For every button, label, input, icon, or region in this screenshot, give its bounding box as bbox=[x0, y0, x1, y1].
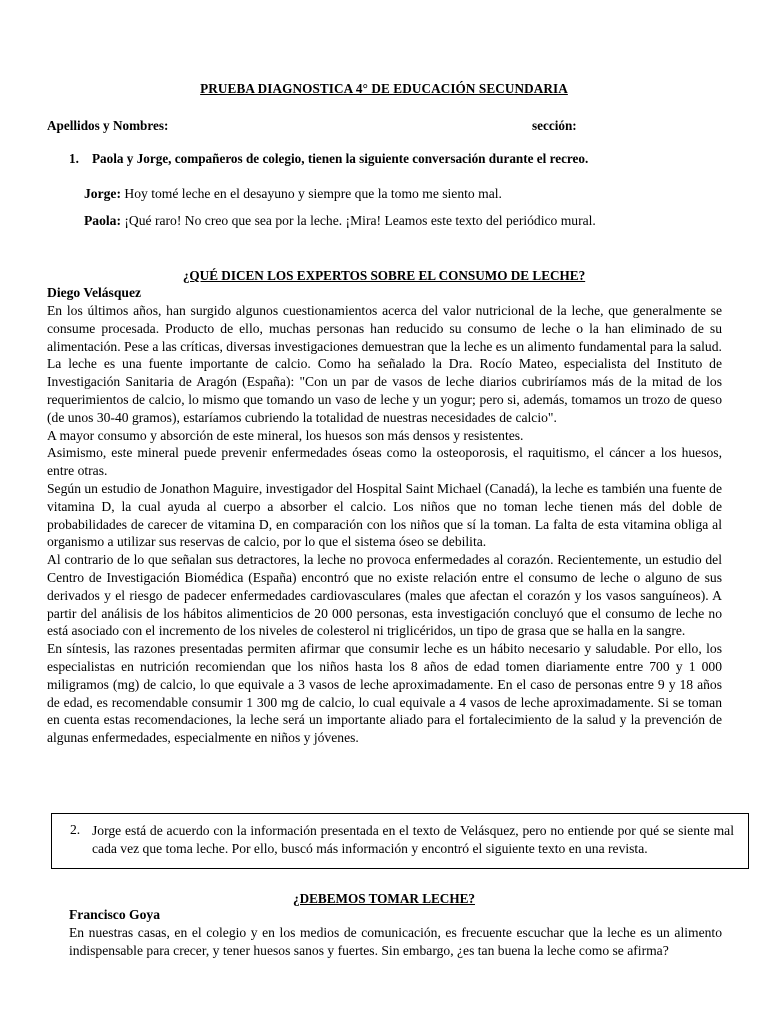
dialogue-line-paola bbox=[84, 213, 596, 229]
question-2-number: 2. bbox=[70, 822, 81, 837]
speaker-jorge: Jorge: bbox=[84, 186, 121, 201]
speaker-paola: Paola: bbox=[84, 213, 121, 228]
article-1-paragraph: En síntesis, las razones presentadas permiten afirmar que consumir leche es un hábito necesario y saludable. Por ello, los especialistas en nutrición recomiendan que los niños hasta los 8 años de edad tomen diariamente entre 700 y 1 000 miligramos (mg) de calcio, lo que equivale a 3 vasos de leche aproximadamente. En el caso de personas entre 9 y 18 años de edad, es recomendable consumir 1 300 mg de calcio, lo cual equivale a 4 vasos de leche aproximadamente. Si se toman en cuenta estas recomendaciones, la leche será un importante aliado para el fortalecimiento de la salud y la prevención de algunas enfermedades, especialmente en niños y jóvenes. bbox=[47, 641, 722, 746]
dialogue-text-paola: ¡Qué raro! No creo que sea por la leche. ¡Mira! Leamos este texto del periódico mural. bbox=[121, 213, 596, 228]
article-2-author: Francisco Goya bbox=[69, 907, 160, 922]
question-2-box bbox=[51, 813, 749, 869]
article-2-title: ¿DEBEMOS TOMAR LECHE? bbox=[293, 891, 475, 906]
article-1-title: ¿QUÉ DICEN LOS EXPERTOS SOBRE EL CONSUMO DE LECHE? bbox=[182, 268, 586, 283]
article-2-paragraph: En nuestras casas, en el colegio y en los medios de comunicación, es frecuente escuchar que la leche es un alimento indispensable para crecer, y tener huesos sanos y fuertes. Sin embargo, ¿es tan buena la leche como se afirma? bbox=[69, 925, 722, 958]
page-title: PRUEBA DIAGNOSTICA 4° DE EDUCACIÓN SECUNDARIA bbox=[200, 81, 568, 96]
dialogue-line-jorge bbox=[84, 186, 502, 202]
article-1-paragraph: La leche es una fuente importante de calcio. Como ha señalado la Dra. Rocío Mateo, especialista del Instituto de Investigación Sanitaria de Aragón (España): "Con un par de vasos de leche diarios cubriríamos más de la mitad de los requerimientos de calcio, lo mismo que tomando un vaso de leche y un yogur; pero si, además, tomamos un trozo de queso (de unos 30-40 gramos), estaríamos cubriendo la totalidad de nuestras necesidades de calcio". bbox=[47, 356, 722, 425]
article-1-paragraph: Al contrario de lo que señalan sus detractores, la leche no provoca enfermedades al corazón. Recientemente, un estudio del Centro de Investigación Biomédica (España) encontró que no existe relación entre el consumo de leche o alguno de sus derivados y el riesgo de padecer enfermedades cardiovasculares (males que afectan el corazón y los vasos sanguíneos). A partir del análisis de los hábitos alimenticios de 20 000 personas, esta investigación concluyó que el consumo de leche no está asociado con el incremento de los niveles de colesterol ni triglicéridos, un tipo de grasa que se halla en la sangre. bbox=[47, 552, 722, 639]
question-1-text: Paola y Jorge, compañeros de colegio, tienen la siguiente conversación durante el recreo. bbox=[92, 151, 589, 166]
article-1-paragraph: A mayor consumo y absorción de este mineral, los huesos son más densos y resistentes. bbox=[47, 427, 524, 443]
question-1 bbox=[69, 151, 709, 167]
question-1-number: 1. bbox=[69, 151, 79, 166]
article-1-paragraph: Según un estudio de Jonathon Maguire, investigador del Hospital Saint Michael (Canadá), la leche es también una fuente de vitamina D, la cual ayuda al cuerpo a absorber el calcio. Los niños que no toman leche tienen más del doble de probabilidades de carecer de vitamina D, en comparación con los niños que sí la toman. La falta de esta vitamina obliga al organismo a utilizar sus reservas de calcio, por lo que el sistema óseo se debilita. bbox=[47, 480, 722, 550]
article-1-paragraph: En los últimos años, han surgido algunos cuestionamientos acerca del valor nutricional de la leche, que generalmente se consume procesada. Producto de ello, muchas personas han reducido su consumo de leche o la han eliminado de su alimentación. Pese a las críticas, diversas investigaciones demuestran que la leche es un alimento fundamental para la salud. bbox=[47, 303, 722, 354]
article-1-body bbox=[47, 302, 722, 747]
name-field-label: Apellidos y Nombres: bbox=[47, 118, 169, 133]
section-field-label: sección: bbox=[532, 118, 577, 133]
question-2-text: Jorge está de acuerdo con la información presentada en el texto de Velásquez, pero no entiende por qué se siente mal cada vez que toma leche. Por ello, buscó más información y encontró el siguiente texto en una revista. bbox=[92, 823, 734, 856]
article-1-author: Diego Velásquez bbox=[47, 285, 142, 300]
dialogue-text-jorge: Hoy tomé leche en el desayuno y siempre que la tomo me siento mal. bbox=[121, 186, 502, 201]
article-1-paragraph: Asimismo, este mineral puede prevenir enfermedades óseas como la osteoporosis, el raquitismo, el cáncer a los huesos, entre otras. bbox=[47, 445, 722, 479]
